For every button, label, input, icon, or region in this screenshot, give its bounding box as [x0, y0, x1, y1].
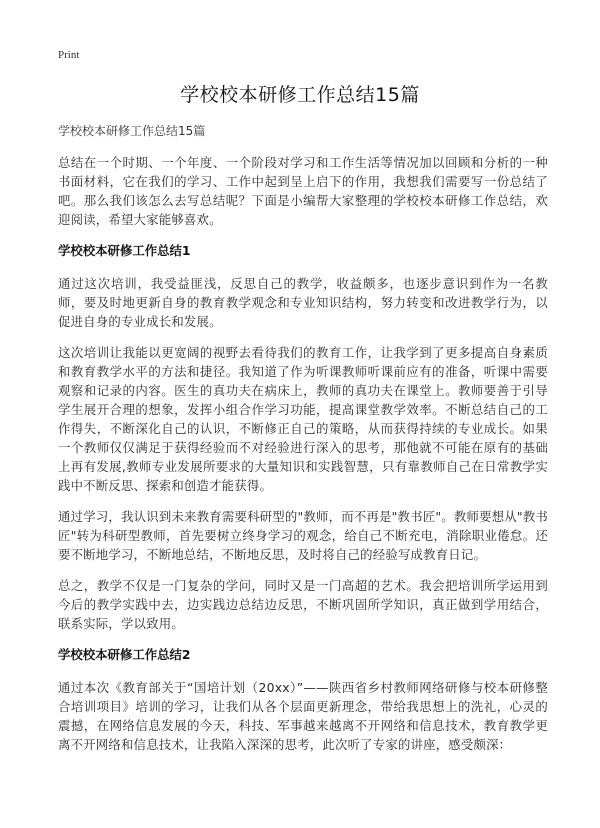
- document-body: [58, 122, 548, 766]
- section-2-paragraph-1: 通过本次《教育部关于“国培计划（20xx）”——陕西省乡村教师网络研修与校本研修整合培训项目》培训的学习，让我们从各个层面更新理念，带给我思想上的洗礼，心灵的震撼，在网络信息发展的今天，科技、军事越来越离不开网络和信息技术，教育教学更离不开网络和信息技术，让我陷入深深的思考，此次听了专家的讲座，感受颇深：: [58, 680, 548, 752]
- page-title: 学校校本研修工作总结15篇: [180, 84, 420, 106]
- section-heading-1: 学校校本研修工作总结1: [58, 243, 191, 258]
- section-1-paragraph-1: 通过这次培训，我受益匪浅，反思自己的教学，收益颇多，也逐步意识到作为一名教师，要及时地更新自身的教育教学观念和专业知识结构，努力转变和改进教学行为，以促进自身的专业成长和发展。: [58, 276, 548, 329]
- intro-paragraph: 总结在一个时期、一个年度、一个阶段对学习和工作生活等情况加以回顾和分析的一种书面材料，它在我们的学习、工作中起到呈上启下的作用，我想我们需要写一份总结了吧。那么我们该怎么去写总结呢？下面是小编帮大家整理的学校校本研修工作总结，欢迎阅读，希望大家能够喜欢。: [58, 155, 548, 227]
- section-heading-2: 学校校本研修工作总结2: [58, 647, 191, 662]
- section-1-paragraph-2: 这次培训让我能以更宽阔的视野去看待我们的教育工作，让我学到了更多提高自身素质和教育教学水平的方法和捷径。我知道了作为听课教师听课前应有的准备，听课中需要观察和记录的内容。医生的真功夫在病床上，教师的真功夫在课堂上。教师要善于引导学生展开合理的想象，发挥小组合作学习功能，提高课堂教学效率。不断总结自己的工作得失，不断深化自己的认识，不断修正自己的策略，从而获得持续的专业成长。如果一个教师仅仅满足于获得经验而不对经验进行深入的思考，那他就不可能在原有的基础上再有发展,教师专业发展所要求的大量知识和实践智慧，只有靠教师自己在日常教学实践中不断反思、探索和创造才能获得。: [58, 345, 548, 493]
- print-link[interactable]: Print: [58, 49, 80, 61]
- section-1-paragraph-3: 通过学习，我认识到未来教育需要科研型的"教师，而不再是"教书匠"。教师要想从"教书匠"转为科研型教师，首先要树立终身学习的观念，给自己不断充电，消除职业倦怠。还要不断地学习，不断地总结，不断地反思，及时将自己的经验写成教育日记。: [58, 509, 548, 562]
- section-1-paragraph-4: 总之，教学不仅是一门复杂的学问，同时又是一门高超的艺术。我会把培训所学运用到今后的教学实践中去，边实践边总结边反思，不断巩固所学知识，真正做到学用结合，联系实际，学以致用。: [58, 578, 548, 631]
- document-subtitle: 学校校本研修工作总结15篇: [58, 124, 206, 138]
